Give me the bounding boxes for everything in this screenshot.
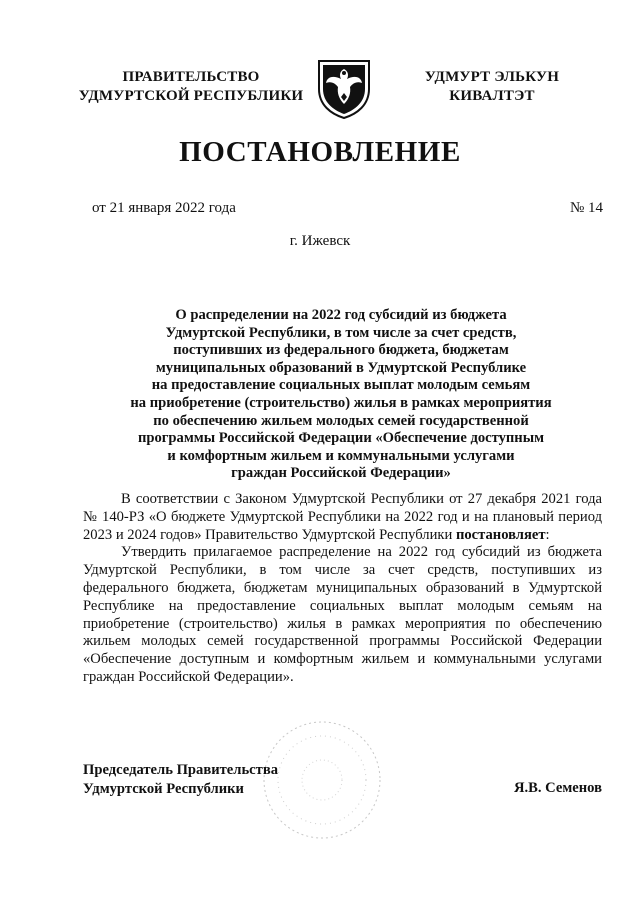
header-right-line-1: УДМУРТ ЭЛЬКУН bbox=[424, 69, 560, 85]
udmurt-coat-of-arms-icon bbox=[313, 55, 375, 119]
body-paragraph-2: Утвердить прилагаемое распределение на 2022 год субсидий из бюджета Удмуртской Республики, в том числе за счет средств, поступивших из федерального бюджета, бюджетам муниципальных образований в Удмуртской Республике на предоставление социальных выплат молодым семьям на приобретение (строительство) жилья в рамках мероприятия по обеспечению жильем молодых семей государственной программы Российской Федерации «Обеспечение доступным и комфортным жильем и коммунальными услугами граждан Российской Федерации». bbox=[83, 544, 602, 685]
subject-line: граждан Российской Федерации» bbox=[231, 465, 451, 482]
document-subject bbox=[80, 307, 602, 483]
subject-line: и комфортным жильем и коммунальными услугами bbox=[167, 447, 515, 464]
resolves-colon: : bbox=[545, 526, 550, 543]
document-body bbox=[83, 491, 602, 687]
document-city: г. Ижевск bbox=[289, 233, 351, 249]
signatory-position-line-1: Председатель Правительства bbox=[83, 762, 279, 778]
signatory-position-line-2: Удмуртской Республики bbox=[83, 781, 244, 797]
header-left-line-2: УДМУРТСКОЙ РЕСПУБЛИКИ bbox=[78, 88, 304, 104]
signatory-name: Я.В. Семенов bbox=[513, 780, 602, 796]
body-paragraph-1 bbox=[83, 491, 602, 544]
document-date: от 21 января 2022 года bbox=[92, 200, 236, 216]
header-left-block bbox=[60, 68, 322, 106]
subject-line: муниципальных образований в Удмуртской Республике bbox=[155, 359, 527, 376]
header-left-line-1: ПРАВИТЕЛЬСТВО bbox=[122, 69, 260, 85]
subject-line: программы Российской Федерации «Обеспечение доступным bbox=[137, 430, 545, 447]
resolves-word: постановляет bbox=[455, 526, 546, 543]
document-number: № 14 bbox=[569, 200, 603, 216]
header-right-line-2: КИВАЛТЭТ bbox=[449, 88, 535, 104]
subject-line: на предоставление социальных выплат молодым семьям bbox=[151, 377, 531, 394]
preamble-text: В соответствии с Законом Удмуртской Республики от 27 декабря 2021 года № 140-РЗ «О бюджете Удмуртской Республики на 2022 год и на плановый период 2023 и 2024 годов» Правительство Удмуртской Республики bbox=[83, 491, 602, 543]
subject-line: поступивших из федерального бюджета, бюджетам bbox=[173, 342, 509, 359]
subject-line: на приобретение (строительство) жилья в рамках мероприятия bbox=[130, 394, 552, 411]
subject-line: по обеспечению жильем молодых семей государственной bbox=[153, 412, 529, 429]
header-right-block bbox=[392, 68, 592, 106]
subject-line: О распределении на 2022 год субсидий из бюджета bbox=[175, 307, 507, 323]
subject-line: Удмуртской Республики, в том числе за счет средств, bbox=[165, 324, 517, 341]
signatory-position bbox=[83, 761, 278, 799]
document-title: ПОСТАНОВЛЕНИЕ bbox=[179, 136, 461, 168]
